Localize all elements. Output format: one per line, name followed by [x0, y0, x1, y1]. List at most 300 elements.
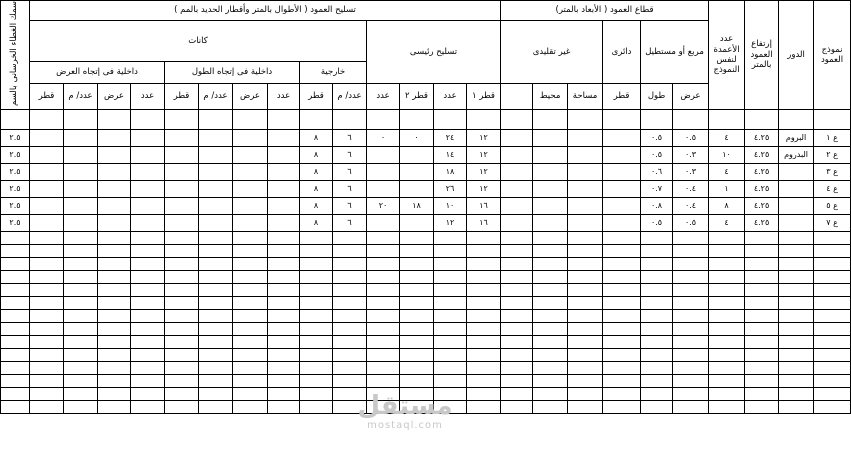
cell-inlong-npm [199, 214, 233, 231]
cell-model: ع ٥ [814, 197, 851, 214]
empty-cell [779, 361, 814, 374]
empty-cell [641, 348, 673, 361]
cell-cover: ٢.٥ [1, 197, 30, 214]
sub-irregular-blank [501, 83, 533, 109]
cell-height: ٤.٢٥ [745, 163, 779, 180]
empty-cell [467, 387, 501, 400]
cell-model: ع ١ [814, 129, 851, 146]
empty-cell [268, 283, 300, 296]
cell-count: ١ [709, 180, 745, 197]
empty-cell [709, 361, 745, 374]
cell-inwide-npm [64, 197, 98, 214]
cell-main-d1: ١٢ [467, 129, 501, 146]
empty-cell [779, 348, 814, 361]
cell-model: ع ٤ [814, 180, 851, 197]
empty-cell [199, 322, 233, 335]
empty-cell [745, 335, 779, 348]
cell-cover: ٢.٥ [1, 163, 30, 180]
cell-main-d2 [400, 180, 434, 197]
empty-cell [501, 270, 533, 283]
empty-cell [30, 322, 64, 335]
cell-rect-width: ٠.٥ [673, 214, 709, 231]
cell-height: ٤.٢٥ [745, 214, 779, 231]
empty-cell [779, 270, 814, 283]
empty-cell [673, 283, 709, 296]
empty-cell [709, 296, 745, 309]
empty-cell [568, 257, 603, 270]
empty-cell [1, 400, 30, 413]
cell-main-n1: ١٠ [434, 197, 467, 214]
empty-cell [268, 335, 300, 348]
empty-cell [501, 244, 533, 257]
cell-main-n2 [367, 180, 400, 197]
cell-inwide-d [30, 146, 64, 163]
empty-cell [300, 231, 333, 244]
empty-cell [533, 387, 568, 400]
empty-cell [434, 257, 467, 270]
empty-cell [131, 361, 165, 374]
empty-cell [268, 296, 300, 309]
empty-cell [199, 348, 233, 361]
header-cover [1, 1, 30, 110]
empty-cell [1, 387, 30, 400]
empty-cell [400, 348, 434, 361]
header-inner-long [165, 61, 300, 83]
empty-cell [233, 361, 268, 374]
empty-cell [568, 231, 603, 244]
cell-rect-length: ٠.٥ [641, 129, 673, 146]
empty-cell [603, 296, 641, 309]
empty-cell [709, 231, 745, 244]
sub-main-d2: قطر ٢ [400, 83, 434, 109]
empty-cell [98, 374, 131, 387]
header-count-label: عدد الأعمدة لنفس النموذج [713, 34, 740, 75]
cell-main-n1: ١٤ [434, 146, 467, 163]
empty-cell [233, 270, 268, 283]
empty-cell [779, 231, 814, 244]
empty-cell [300, 361, 333, 374]
empty-cell [199, 270, 233, 283]
empty-cell [779, 387, 814, 400]
header-spacer-row [1, 109, 851, 129]
cell-inlong-d [165, 163, 199, 180]
empty-row [1, 309, 851, 322]
empty-cell [568, 283, 603, 296]
empty-cell [199, 296, 233, 309]
empty-cell [641, 361, 673, 374]
header-cover-label: سمك الغطاء الخرسانى بالسم [9, 1, 20, 106]
empty-cell [709, 283, 745, 296]
empty-cell [367, 348, 400, 361]
empty-cell [814, 270, 851, 283]
cell-cover: ٢.٥ [1, 129, 30, 146]
empty-cell [434, 283, 467, 296]
cell-floor: البروم [779, 129, 814, 146]
cell-rect-length: ٠.٦ [641, 163, 673, 180]
empty-cell [400, 257, 434, 270]
empty-cell [367, 335, 400, 348]
empty-cell [233, 374, 268, 387]
empty-cell [434, 387, 467, 400]
cell-circ-diameter [603, 197, 641, 214]
empty-cell [30, 257, 64, 270]
empty-cell [467, 374, 501, 387]
empty-cell [745, 322, 779, 335]
empty-cell [467, 400, 501, 413]
empty-cell [779, 400, 814, 413]
cell-model: ع ٣ [814, 163, 851, 180]
cell-rect-width: ٠.٤ [673, 197, 709, 214]
empty-cell [709, 322, 745, 335]
cell-count: ٤ [709, 163, 745, 180]
empty-row [1, 283, 851, 296]
cell-inlong-d [165, 129, 199, 146]
empty-cell [199, 231, 233, 244]
cell-circ-diameter [603, 129, 641, 146]
empty-cell [300, 400, 333, 413]
empty-cell [501, 257, 533, 270]
empty-cell [64, 309, 98, 322]
empty-cell [1, 374, 30, 387]
cell-inlong-w [233, 197, 268, 214]
header-floor-label: الدور [787, 49, 805, 60]
empty-cell [233, 231, 268, 244]
empty-cell [98, 244, 131, 257]
empty-cell [233, 400, 268, 413]
sub-circ-diameter: قطر [603, 83, 641, 109]
empty-cell [30, 361, 64, 374]
empty-cell [30, 296, 64, 309]
empty-cell [64, 244, 98, 257]
empty-cell [434, 296, 467, 309]
empty-cell [300, 270, 333, 283]
empty-cell [131, 322, 165, 335]
empty-cell [165, 387, 199, 400]
table-row [1, 180, 851, 197]
empty-cell [199, 374, 233, 387]
empty-row [1, 244, 851, 257]
header-model-label: نموذج العمود [820, 44, 844, 65]
cell-inlong-n [268, 146, 300, 163]
empty-cell [814, 309, 851, 322]
empty-cell [779, 257, 814, 270]
empty-cell [568, 335, 603, 348]
cell-main-d2: ٠ [400, 129, 434, 146]
empty-cell [131, 387, 165, 400]
empty-cell [30, 244, 64, 257]
empty-cell [814, 283, 851, 296]
cell-inwide-d [30, 163, 64, 180]
empty-cell [367, 400, 400, 413]
cell-circ-diameter [603, 180, 641, 197]
empty-cell [568, 270, 603, 283]
cell-main-d1: ١٢ [467, 146, 501, 163]
header-height [745, 1, 779, 110]
empty-cell [467, 244, 501, 257]
header-inner-long-label: داخلية فى إتجاه الطول [191, 66, 273, 77]
empty-row [1, 361, 851, 374]
empty-cell [64, 374, 98, 387]
empty-cell [568, 374, 603, 387]
empty-cell [501, 322, 533, 335]
cell-model: ع ٧ [814, 214, 851, 231]
empty-cell [603, 257, 641, 270]
cell-inwide-n [131, 197, 165, 214]
header-stirrups-label: كانات [188, 35, 208, 46]
empty-cell [268, 361, 300, 374]
empty-cell [165, 309, 199, 322]
empty-row [1, 374, 851, 387]
empty-cell [603, 335, 641, 348]
empty-cell [333, 400, 367, 413]
cell-main-n2 [367, 214, 400, 231]
watermark-english: mostaql.com [367, 420, 443, 431]
header-model [814, 1, 851, 110]
cell-model: ع ٢ [814, 146, 851, 163]
empty-cell [641, 231, 673, 244]
empty-cell [568, 361, 603, 374]
empty-cell [300, 309, 333, 322]
empty-cell [30, 231, 64, 244]
cell-main-d2 [400, 214, 434, 231]
header-circ [603, 21, 641, 84]
empty-cell [641, 257, 673, 270]
cell-main-d2 [400, 146, 434, 163]
empty-cell [533, 309, 568, 322]
cell-height: ٤.٢٥ [745, 180, 779, 197]
cell-inwide-w [98, 129, 131, 146]
empty-cell [131, 257, 165, 270]
empty-cell [199, 400, 233, 413]
cell-cover: ٢.٥ [1, 180, 30, 197]
empty-cell [268, 322, 300, 335]
empty-cell [367, 244, 400, 257]
empty-cell [533, 400, 568, 413]
empty-cell [98, 296, 131, 309]
empty-cell [779, 309, 814, 322]
empty-cell [779, 374, 814, 387]
cell-main-n1: ٢٤ [434, 129, 467, 146]
cell-inwide-npm [64, 146, 98, 163]
empty-cell [501, 296, 533, 309]
cell-irregular [501, 180, 533, 197]
empty-cell [603, 270, 641, 283]
cell-floor: البدروم [779, 146, 814, 163]
empty-cell [233, 296, 268, 309]
cell-inwide-w [98, 163, 131, 180]
empty-cell [333, 387, 367, 400]
cell-rect-length: ٠.٥ [641, 146, 673, 163]
empty-cell [603, 283, 641, 296]
empty-cell [333, 270, 367, 283]
cell-perimeter [533, 129, 568, 146]
empty-cell [333, 283, 367, 296]
sub-inlong-d: قطر [165, 83, 199, 109]
empty-cell [434, 322, 467, 335]
empty-cell [533, 231, 568, 244]
sub-inwide-n: عدد [131, 83, 165, 109]
cell-inlong-n [268, 180, 300, 197]
sub-inlong-npm: عدد/ م [199, 83, 233, 109]
empty-cell [400, 231, 434, 244]
empty-cell [268, 231, 300, 244]
cell-inlong-npm [199, 146, 233, 163]
empty-cell [300, 283, 333, 296]
cell-height: ٤.٢٥ [745, 129, 779, 146]
cell-rect-width: ٠.٣ [673, 146, 709, 163]
empty-cell [641, 322, 673, 335]
empty-cell [268, 348, 300, 361]
empty-cell [165, 231, 199, 244]
empty-cell [400, 270, 434, 283]
empty-cell [709, 374, 745, 387]
empty-cell [1, 348, 30, 361]
empty-cell [400, 387, 434, 400]
empty-cell [709, 335, 745, 348]
empty-cell [501, 309, 533, 322]
empty-cell [199, 309, 233, 322]
empty-cell [814, 257, 851, 270]
empty-cell [467, 257, 501, 270]
empty-cell [709, 309, 745, 322]
cell-main-n1: ٢٦ [434, 180, 467, 197]
empty-cell [709, 244, 745, 257]
empty-cell [1, 296, 30, 309]
empty-cell [434, 270, 467, 283]
empty-cell [745, 309, 779, 322]
empty-cell [467, 322, 501, 335]
empty-cell [467, 270, 501, 283]
cell-cover: ٢.٥ [1, 214, 30, 231]
empty-cell [300, 322, 333, 335]
empty-cell [233, 309, 268, 322]
header-height-label: إرتفاع العمود بالمتر [750, 39, 773, 70]
cell-inwide-npm [64, 163, 98, 180]
empty-cell [641, 335, 673, 348]
empty-cell [533, 335, 568, 348]
empty-cell [434, 374, 467, 387]
empty-cell [814, 374, 851, 387]
header-rebar-group-label: تسليح العمود ( الأطوال بالمتر وأقطار الحديد بالمم ) [174, 5, 356, 16]
empty-cell [745, 244, 779, 257]
cell-circ-diameter [603, 214, 641, 231]
cell-perimeter [533, 214, 568, 231]
empty-cell [745, 296, 779, 309]
empty-cell [745, 400, 779, 413]
empty-cell [568, 348, 603, 361]
empty-cell [300, 296, 333, 309]
empty-cell [745, 374, 779, 387]
cell-ext-d: ٨ [300, 163, 333, 180]
sub-rect-length: طول [641, 83, 673, 109]
cell-inlong-n [268, 163, 300, 180]
empty-cell [1, 270, 30, 283]
empty-cell [641, 244, 673, 257]
empty-cell [673, 270, 709, 283]
cell-ext-npm: ٦ [333, 180, 367, 197]
empty-cell [673, 244, 709, 257]
header-section-group-label: قطاع العمود ( الأبعاد بالمتر) [555, 5, 654, 16]
header-external-label: خارجية [320, 66, 346, 77]
cell-inwide-w [98, 197, 131, 214]
cell-main-d1: ١٦ [467, 214, 501, 231]
cell-inwide-npm [64, 214, 98, 231]
empty-cell [1, 322, 30, 335]
empty-cell [467, 309, 501, 322]
empty-cell [199, 387, 233, 400]
empty-cell [165, 322, 199, 335]
cell-perimeter [533, 163, 568, 180]
cell-inwide-npm [64, 129, 98, 146]
empty-cell [745, 387, 779, 400]
header-section-group [501, 1, 709, 21]
cell-main-d1: ١٢ [467, 163, 501, 180]
cell-main-n2: ٢٠ [367, 197, 400, 214]
cell-inlong-w [233, 214, 268, 231]
empty-cell [814, 335, 851, 348]
empty-cell [367, 374, 400, 387]
empty-cell [233, 348, 268, 361]
empty-cell [641, 387, 673, 400]
empty-cell [233, 283, 268, 296]
empty-cell [98, 231, 131, 244]
cell-rect-length: ٠.٧ [641, 180, 673, 197]
empty-cell [98, 361, 131, 374]
cell-irregular [501, 163, 533, 180]
cell-inlong-n [268, 197, 300, 214]
empty-cell [814, 387, 851, 400]
cell-inwide-d [30, 180, 64, 197]
cell-inlong-d [165, 180, 199, 197]
empty-cell [333, 231, 367, 244]
empty-cell [568, 309, 603, 322]
empty-cell [673, 387, 709, 400]
empty-cell [333, 244, 367, 257]
empty-cell [1, 283, 30, 296]
empty-cell [533, 270, 568, 283]
empty-cell [533, 361, 568, 374]
cell-cover: ٢.٥ [1, 146, 30, 163]
cell-rect-length: ٠.٥ [641, 214, 673, 231]
empty-cell [165, 270, 199, 283]
cell-ext-d: ٨ [300, 197, 333, 214]
empty-cell [64, 335, 98, 348]
empty-cell [533, 283, 568, 296]
empty-cell [30, 374, 64, 387]
cell-inwide-n [131, 163, 165, 180]
empty-cell [673, 296, 709, 309]
cell-irregular [501, 146, 533, 163]
empty-cell [233, 335, 268, 348]
empty-row [1, 270, 851, 283]
empty-cell [64, 283, 98, 296]
empty-cell [434, 400, 467, 413]
empty-cell [165, 335, 199, 348]
cell-circ-diameter [603, 146, 641, 163]
empty-cell [400, 244, 434, 257]
table-row [1, 214, 851, 231]
cell-floor [779, 214, 814, 231]
empty-cell [709, 400, 745, 413]
empty-cell [367, 257, 400, 270]
sub-inlong-n: عدد [268, 83, 300, 109]
cell-perimeter [533, 146, 568, 163]
empty-cell [131, 244, 165, 257]
empty-cell [165, 361, 199, 374]
empty-cell [745, 270, 779, 283]
empty-cell [300, 335, 333, 348]
empty-cell [1, 361, 30, 374]
